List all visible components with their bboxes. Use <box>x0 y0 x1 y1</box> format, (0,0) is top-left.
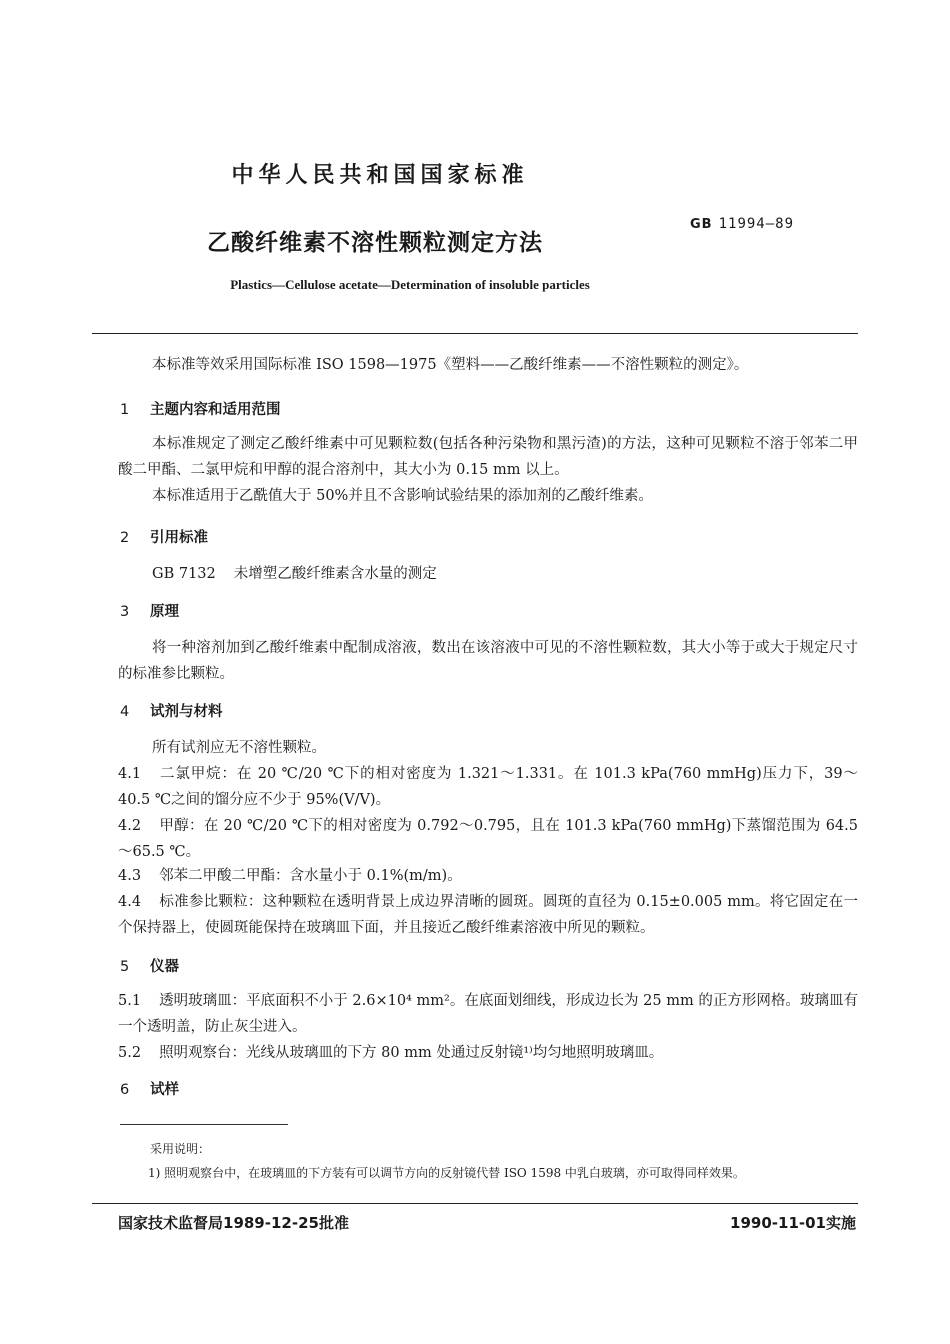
item-5-2 <box>118 1040 858 1066</box>
section-number: 3 <box>120 604 130 620</box>
item-4-1 <box>118 761 858 813</box>
item-number: 4.1 <box>118 766 142 782</box>
section-1-paragraph-2: 本标准适用于乙酰值大于 50%并且不含影响试验结果的添加剂的乙酸纤维素。 <box>152 488 653 504</box>
section-number: 1 <box>120 402 130 418</box>
intro-paragraph: 本标准等效采用国际标准 ISO 1598—1975《塑料——乙酸纤维素——不溶性颗粒的测定》。 <box>152 357 749 373</box>
footnote-rule <box>120 1124 288 1125</box>
item-text: 甲醇：在 20 ℃/20 ℃下的相对密度为 0.792～0.795，且在 101.3 kPa(760 mmHg)下蒸馏范围为 64.5～65.5 ℃。 <box>118 818 858 860</box>
section-6-heading <box>120 1078 179 1099</box>
standard-code-prefix: GB <box>690 217 713 232</box>
item-number: 4.2 <box>118 818 142 834</box>
section-4-intro: 所有试剂应无不溶性颗粒。 <box>152 740 326 756</box>
standard-organization: 中华人民共和国国家标准 <box>231 163 529 188</box>
standard-code-number: 11994—89 <box>718 216 795 232</box>
item-4-2 <box>118 813 858 865</box>
section-title: 仪器 <box>150 959 179 975</box>
section-title: 引用标准 <box>150 530 208 546</box>
item-text: 二氯甲烷：在 20 ℃/20 ℃下的相对密度为 1.321～1.331。在 101.3 kPa(760 mmHg)压力下，39～40.5 ℃之间的馏分应不少于 95%(V/V)。 <box>118 766 858 808</box>
item-4-3 <box>118 863 858 889</box>
item-text: 邻苯二甲酸二甲酯：含水量小于 0.1%(m/m)。 <box>159 868 462 884</box>
item-text: 照明观察台：光线从玻璃皿的下方 80 mm 处通过反射镜¹⁾均匀地照明玻璃皿。 <box>159 1045 664 1061</box>
section-3-paragraph: 将一种溶剂加到乙酸纤维素中配制成溶液，数出在该溶液中可见的不溶性颗粒数，其大小等于或大于规定尺寸的标准参比颗粒。 <box>118 640 858 682</box>
item-number: 5.1 <box>118 993 142 1009</box>
section-1-paragraph-1: 本标准规定了测定乙酸纤维素中可见颗粒数(包括各种污染物和黑污渣)的方法，这种可见颗粒不溶于邻苯二甲酸二甲酯、二氯甲烷和甲醇的混合溶剂中，其大小为 0.15 mm 以上。 <box>118 436 858 478</box>
section-number: 6 <box>120 1082 130 1098</box>
footnote-note: 1) 照明观察台中，在玻璃皿的下方装有可以调节方向的反射镜代替 ISO 1598 中乳白玻璃，亦可取得同样效果。 <box>148 1166 745 1180</box>
item-text: 透明玻璃皿：平底面积不小于 2.6×10⁴ mm²。在底面划细线，形成边长为 25 mm 的正方形网格。玻璃皿有一个透明盖，防止灰尘进入。 <box>118 993 858 1035</box>
section-number: 2 <box>120 530 130 546</box>
item-number: 4.4 <box>118 894 142 910</box>
footer-rule <box>92 1203 858 1204</box>
header-rule <box>92 333 858 334</box>
approval-date: 国家技术监督局1989-12-25批准 <box>118 1214 349 1232</box>
item-4-4 <box>118 889 858 941</box>
section-4-heading <box>120 700 223 721</box>
item-number: 5.2 <box>118 1045 142 1061</box>
item-5-1 <box>118 988 858 1040</box>
section-number: 4 <box>120 704 130 720</box>
reference-code: GB 7132 <box>152 566 216 582</box>
item-number: 4.3 <box>118 868 142 884</box>
section-title: 原理 <box>150 604 179 620</box>
reference-title: 未增塑乙酸纤维素含水量的测定 <box>233 566 437 582</box>
section-title: 试样 <box>150 1082 179 1098</box>
section-number: 5 <box>120 959 130 975</box>
section-3-heading <box>120 600 179 621</box>
section-1-heading <box>120 398 281 419</box>
section-title: 试剂与材料 <box>150 704 223 720</box>
section-title: 主题内容和适用范围 <box>150 402 281 418</box>
section-5-heading <box>120 955 179 976</box>
standard-code <box>690 216 794 232</box>
item-text: 标准参比颗粒：这种颗粒在透明背景上成边界清晰的圆斑。圆斑的直径为 0.15±0.005 mm。将它固定在一个保持器上，使圆斑能保持在玻璃皿下面，并且接近乙酸纤维素溶液中所见的颗粒。 <box>118 894 858 936</box>
effective-date: 1990-11-01实施 <box>730 1214 856 1232</box>
section-2-heading <box>120 526 208 547</box>
reference-entry <box>152 561 437 587</box>
english-title: Plastics—Cellulose acetate—Determination of insoluble particles <box>230 277 590 292</box>
document-title: 乙酸纤维素不溶性颗粒测定方法 <box>207 230 543 256</box>
footnote-label: 采用说明： <box>150 1142 211 1156</box>
